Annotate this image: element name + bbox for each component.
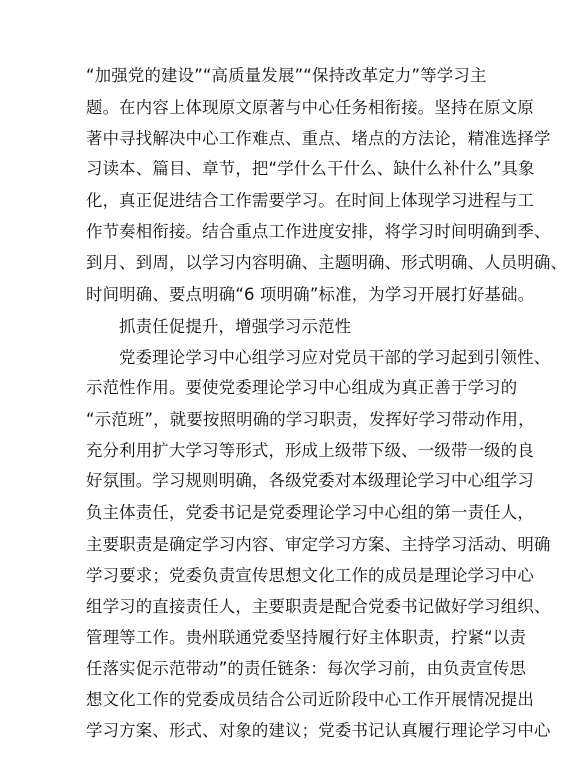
text-line: 好氛围。学习规则明确，各级党委对本级理论学习中心组学习	[86, 471, 534, 490]
text-line: 充分利用扩大学习等形式，形成上级带下级、一级带一级的良	[86, 441, 534, 460]
text-line: “加强党的建设”“高质量发展”“保持改革定力”等学习主	[86, 66, 487, 85]
text-line: “示范班”，就要按照明确的学习职责，发挥好学习带动作用，	[86, 410, 535, 429]
text-line: 组学习的直接责任人，主要职责是配合党委书记做好学习组织、	[86, 597, 551, 616]
text-line: 时间明确、要点明确“6 项明确”标准，为学习开展打好基础。	[86, 285, 535, 304]
text-line: 示范性作用。要使党委理论学习中心组成为真正善于学习的	[86, 378, 518, 397]
text-line: 作节奏相衔接。结合重点工作进度安排，将学习时间明确到季、	[86, 222, 551, 241]
text-line: 学习要求；党委负责宣传思想文化工作的成员是理论学习中心	[86, 566, 534, 585]
text-line: 化，真正促进结合工作需要学习。在时间上体现学习进程与工	[86, 191, 534, 210]
text-line: 管理等工作。贵州联通党委坚持履行好主体职责，拧紧“以责	[86, 628, 527, 647]
text-line: 任落实促示范带动”的责任链条：每次学习前，由负责宣传思	[86, 659, 527, 678]
text-line: 著中寻找解决中心工作难点、重点、堵点的方法论，精准选择学	[86, 129, 551, 148]
section-heading: 抓责任促提升，增强学习示范性	[119, 317, 352, 336]
text-line: 党委理论学习中心组学习应对党员干部的学习起到引领性、	[119, 348, 551, 367]
text-line: 题。在内容上体现原文原著与中心任务相衔接。坚持在原文原	[86, 98, 534, 117]
text-line: 主要职责是确定学习内容、审定学习方案、主持学习活动、明确	[86, 535, 551, 554]
text-line: 学习方案、形式、对象的建议；党委书记认真履行理论学习中心	[86, 721, 551, 740]
text-line: 负主体责任，党委书记是党委理论学习中心组的第一责任人，	[86, 503, 534, 522]
text-line: 想文化工作的党委成员结合公司近阶段中心工作开展情况提出	[86, 690, 534, 709]
text-line: 到月、到周，以学习内容明确、主题明确、形式明确、人员明确、	[86, 253, 568, 272]
text-line: 习读本、篇目、章节，把“学什么干什么、缺什么补什么”具象	[86, 159, 535, 178]
